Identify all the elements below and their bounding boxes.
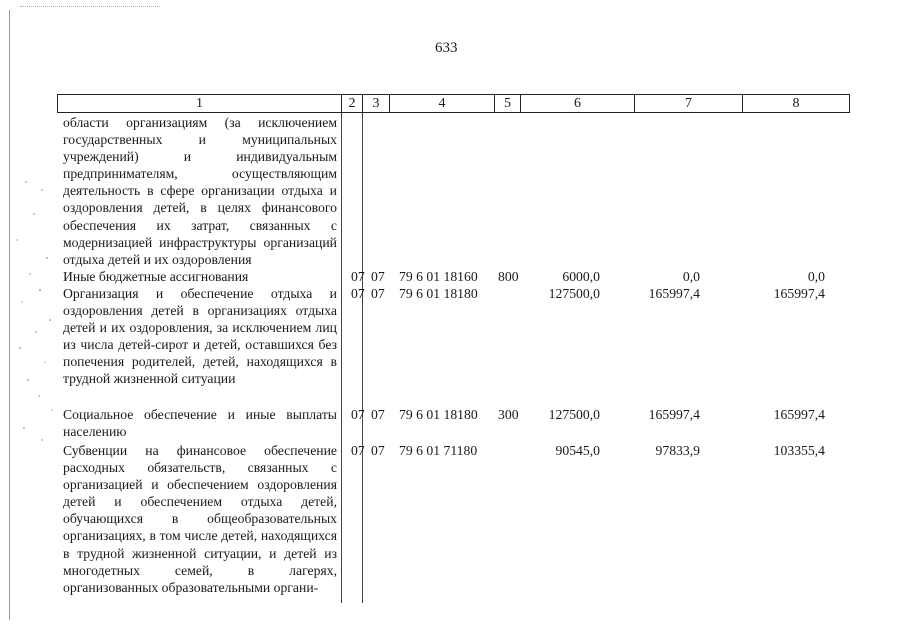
row-subsection-code: 07	[371, 286, 385, 301]
column-header-8: 8	[792, 96, 800, 111]
column-header-3: 3	[363, 95, 390, 112]
row-subsection-code: 07	[371, 407, 385, 422]
row-amount-year-3: 165997,4	[773, 407, 825, 422]
table-header-row	[57, 94, 850, 113]
row-amount-year-1: 127500,0	[548, 286, 600, 301]
row-amount-year-3: 165997,4	[773, 286, 825, 301]
row-expense-type: 800	[498, 269, 519, 284]
scan-top-dots	[20, 6, 160, 7]
row-section-code: 07	[351, 269, 365, 284]
scan-edge-line	[9, 10, 10, 620]
row-section-code: 07	[351, 443, 365, 458]
scan-noise-svg	[12, 170, 57, 450]
column-header-7: 7	[635, 95, 743, 112]
row-amount-year-3: 103355,4	[773, 443, 825, 458]
row-amount-year-3: 0,0	[807, 269, 825, 284]
row-amount-year-2: 97833,9	[655, 443, 700, 458]
column-header-4: 4	[390, 95, 495, 112]
row-amount-year-1: 90545,0	[555, 443, 600, 458]
row-description: Организация и обеспечение отдыха и оздоровления детей в организациях отдыха детей и их оздоровления, за исключением лиц из числа детей-сирот и детей, оставшихся без попечения родителей, детей, находящихся в трудной жизненной ситуации	[63, 286, 337, 387]
row-target-article: 79 6 01 18180	[399, 286, 478, 301]
row-amount-year-2: 165997,4	[648, 407, 700, 422]
row-section-code: 07	[351, 286, 365, 301]
row-amount-year-1: 127500,0	[548, 407, 600, 422]
column-header-6: 6	[521, 95, 635, 112]
page-number: 633	[435, 40, 458, 56]
column-divider	[341, 113, 342, 603]
row-description: Субвенции на финансовое обеспечение расходных обязательств, связанных с организацией и обеспечением оздоровления детей и обеспечением отдыха детей, обучающихся в общеобразовательных организациях, в том числе детей, находящихся в трудной жизненной ситуации, и детей из многодетных семей, в лагерях, организованных образовательными органи-	[63, 443, 337, 595]
row-target-article: 79 6 01 71180	[399, 443, 478, 458]
row-subsection-code: 07	[371, 443, 385, 458]
row-amount-year-1: 6000,0	[562, 269, 600, 284]
row-expense-type: 300	[498, 407, 519, 422]
column-header-5: 5	[495, 95, 521, 112]
row-amount-year-2: 165997,4	[648, 286, 700, 301]
row-description: области организациям (за исключением государственных и муниципальных учреждений) и индивидуальным предпринимателям, осуществляющим деятельность в сфере организации отдыха и оздоровления детей, в целях финансового обеспечения их затрат, связанных с модернизацией инфраструктуры организаций отдыха детей и их оздоровления	[63, 115, 337, 267]
scan-noise	[12, 170, 57, 450]
column-header-2: 2	[342, 95, 363, 112]
row-description: Иные бюджетные ассигнования	[63, 269, 249, 284]
row-subsection-code: 07	[371, 269, 385, 284]
row-target-article: 79 6 01 18180	[399, 407, 478, 422]
row-amount-year-2: 0,0	[682, 269, 700, 284]
column-divider	[362, 113, 363, 603]
column-header-1: 1	[58, 95, 342, 112]
row-description: Социальное обеспечение и иные выплаты населению	[63, 407, 337, 440]
row-target-article: 79 6 01 18160	[399, 269, 478, 284]
row-section-code: 07	[351, 407, 365, 422]
